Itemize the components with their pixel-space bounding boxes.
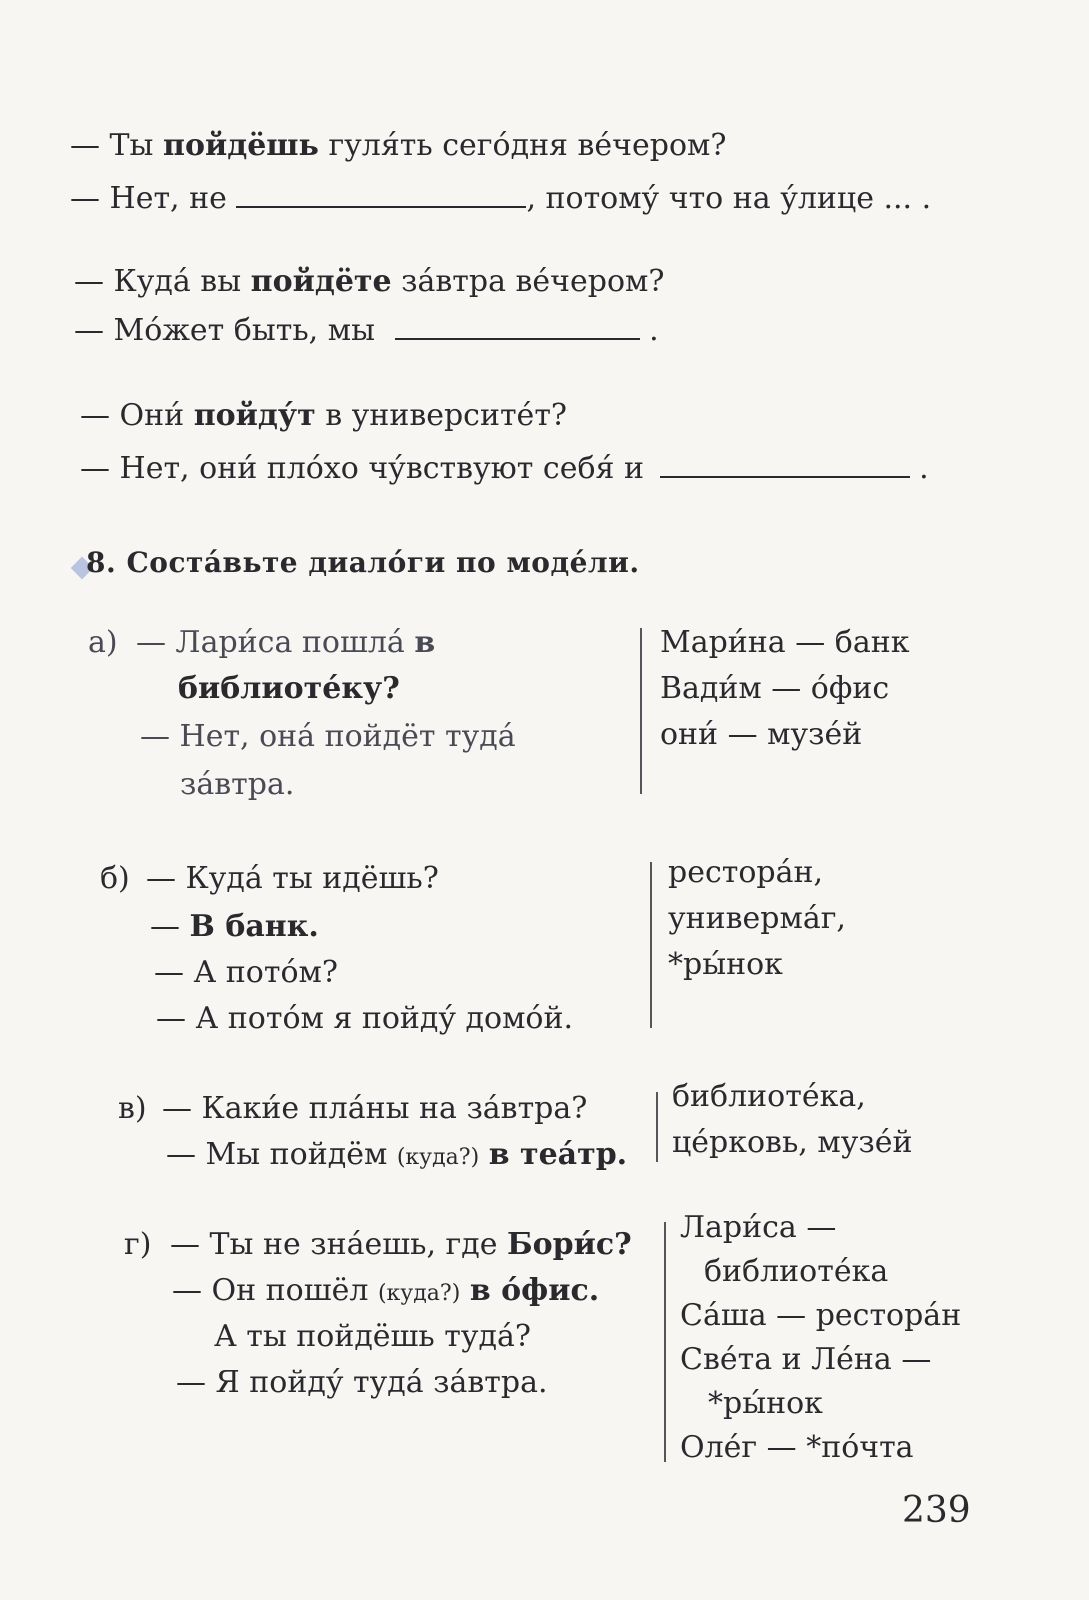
column-divider [650, 862, 652, 1028]
text: Ты [109, 128, 154, 163]
substitution-item: Са́ша — рестора́н [680, 1298, 962, 1333]
section-b-line1: — Куда́ ты идёшь? [146, 861, 439, 896]
text: Лари́са пошла́ [175, 625, 405, 660]
section-g-line2 [172, 1268, 599, 1317]
text: . [649, 313, 659, 348]
section-v-line1: — Каки́е пла́ны на за́втра? [162, 1091, 588, 1126]
dash: — [70, 181, 100, 216]
section-v-substitutions [672, 1074, 912, 1166]
substitution-item: *ры́нок [708, 1386, 823, 1421]
section-a-line4: за́втра. [180, 767, 295, 802]
bold-text: в о́фис. [469, 1273, 600, 1308]
column-divider [640, 628, 642, 794]
dash: — [136, 625, 166, 660]
section-a-line1 [136, 620, 435, 666]
section-b-substitutions [668, 850, 846, 988]
dash: — [74, 313, 104, 348]
column-divider [664, 1222, 666, 1462]
dash: — [70, 128, 100, 163]
text: . [919, 451, 929, 486]
text: Нет, они́ пло́хо чу́вствуют себя́ и [119, 451, 644, 486]
exercise-title: Соста́вьте диало́ги по моде́ли. [126, 546, 640, 579]
bold-text: библиоте́ку? [178, 671, 400, 706]
section-g-substitutions [680, 1206, 961, 1470]
answer-blank[interactable] [236, 180, 526, 208]
section-v-line2 [166, 1132, 627, 1181]
substitution-item: Мари́на — банк [660, 625, 910, 660]
bold-text: В банк. [189, 909, 319, 944]
text: в университе́т? [325, 398, 567, 433]
text: Нет, не [109, 181, 227, 216]
section-g-line3: А ты пойдёшь туда́? [214, 1319, 531, 1354]
substitution-item: Вади́м — о́фис [660, 671, 890, 706]
bold-verb: пойду́т [193, 398, 316, 433]
section-g-line4: — Я пойду́ туда́ за́втра. [176, 1365, 548, 1400]
text: гуля́ть сего́дня ве́чером? [328, 128, 727, 163]
column-divider [656, 1092, 658, 1162]
substitution-item: они́ — музе́й [660, 717, 863, 752]
dash: — [80, 451, 110, 486]
dialog1-question [70, 128, 726, 164]
section-b-line3: — А пото́м? [154, 955, 338, 990]
section-a-line3: — Нет, она́ пойдёт туда́ [140, 719, 516, 754]
page-number: 239 [902, 1490, 971, 1531]
section-b-line4: — А пото́м я пойду́ домо́й. [156, 1001, 574, 1036]
bold-text: Бори́с? [507, 1227, 632, 1262]
substitution-item: универма́г, [668, 901, 846, 936]
text: Мо́жет быть, мы [113, 313, 375, 348]
section-a-label: а) [88, 625, 118, 660]
section-v-label: в) [118, 1091, 147, 1126]
text: — Он пошёл [172, 1273, 369, 1308]
text: — Мы пойдём [166, 1137, 388, 1172]
dash: — [74, 264, 104, 299]
section-g-line1 [170, 1222, 632, 1268]
bold-verb: пойдёшь [162, 128, 319, 163]
answer-blank[interactable] [395, 312, 640, 340]
substitution-item: библиоте́ка [704, 1254, 889, 1289]
dialog3-answer [80, 450, 929, 487]
dash: — [80, 398, 110, 433]
text: , потому́ что на у́лице ... . [526, 181, 932, 216]
answer-blank[interactable] [660, 450, 910, 478]
dialog2-question [74, 264, 664, 300]
section-g-label: г) [124, 1227, 152, 1262]
bold-text: в теа́тр. [488, 1137, 628, 1172]
section-b-label: б) [100, 861, 130, 896]
substitution-item: библиоте́ка, [672, 1079, 866, 1114]
small-text: (куда?) [377, 1281, 461, 1306]
small-text: (куда?) [396, 1145, 480, 1170]
section-a-substitutions [660, 620, 909, 758]
section-b-line2 [150, 904, 319, 950]
exercise-number: 8. [86, 546, 117, 579]
text: — Ты не зна́ешь, где [170, 1227, 498, 1262]
dialog3-question [80, 398, 567, 434]
bold-text: в [414, 625, 436, 660]
text: Они́ [119, 398, 185, 433]
bold-verb: пойдёте [250, 264, 392, 299]
substitution-item: рестора́н, [668, 855, 824, 890]
substitution-item: *ры́нок [668, 947, 783, 982]
substitution-item: Све́та и Ле́на — [680, 1342, 932, 1377]
substitution-item: це́рковь, музе́й [672, 1125, 913, 1160]
dash: — [150, 909, 180, 944]
text: за́втра ве́чером? [401, 264, 665, 299]
dialog1-answer [70, 180, 931, 217]
exercise-heading [86, 546, 640, 579]
dialog2-answer [74, 312, 659, 349]
substitution-item: Лари́са — [680, 1210, 837, 1245]
text: Куда́ вы [113, 264, 242, 299]
substitution-item: Оле́г — *по́чта [680, 1430, 914, 1465]
section-a-line2 [178, 666, 400, 712]
